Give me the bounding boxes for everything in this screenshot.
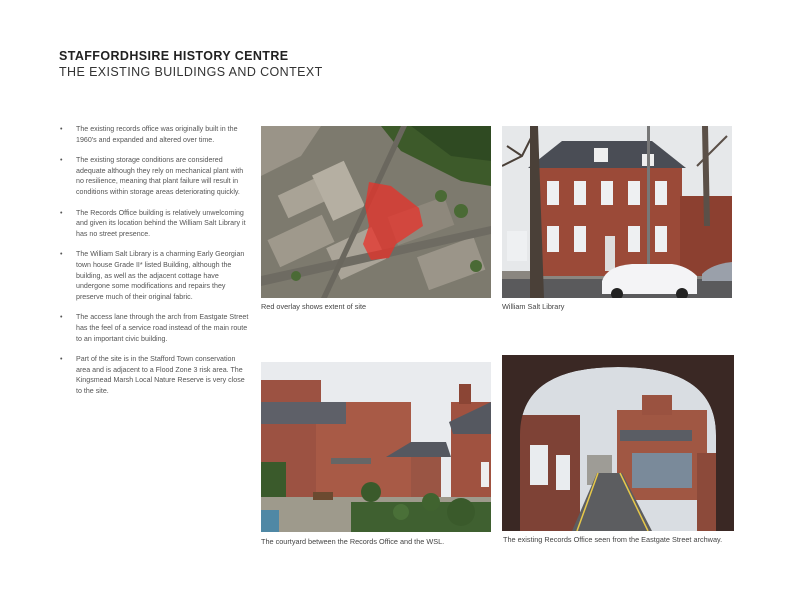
bullet-marker: • [60,125,63,133]
archway-photo [502,355,734,531]
bullet-item [60,354,250,396]
page-title: STAFFORDHSIRE HISTORY CENTRE [59,49,289,63]
aerial-caption: Red overlay shows extent of site [261,302,367,311]
bullet-item [60,155,250,197]
courtyard-photo [261,362,491,532]
bullet-marker: • [60,355,63,364]
bullet-marker: • [60,208,63,217]
bullet-marker: • [60,156,63,165]
page-subtitle: THE EXISTING BUILDINGS AND CONTEXT [59,65,323,79]
aerial-photo [261,126,491,298]
courtyard-caption: The courtyard between the Records Office and the WSL. [261,537,445,546]
bullet-item [60,249,250,302]
library-photo [502,126,732,298]
bullet-marker: • [60,313,63,322]
archway-caption: The existing Records Office seen from the Eastgate Street archway. [503,535,723,544]
bullet-marker: • [60,250,63,259]
bullet-item [60,124,250,145]
bullet-list [60,124,250,406]
bullet-text: The Records Office building is relatively unwelcoming and given its location behind the William Salt Library it has no street presence. [76,208,246,238]
bullet-text: Part of the site is in the Stafford Town conservation area and is adjacent to a Flood Zone 3 risk area. The Kingsmead Marsh Local Nature Reserve is very close to the site. [76,355,245,395]
bullet-text: The existing storage conditions are considered adequate although they rely on mechanical plant with no resilience, meaning that plant failure will result in conditions within storage areas deteriorating quickly. [76,156,244,196]
bullet-text: The existing records office was originally built in the 1960's and expanded and altered over time. [76,125,238,144]
bullet-text: The William Salt Library is a charming Early Georgian town house Grade II* listed Building, although the building, as well as the adjacent cottage have undergone some modifications and repairs they preserve much of their original fabric. [76,250,245,301]
bullet-item [60,208,250,240]
bullet-text: The access lane through the arch from Eastgate Street has the feel of a service road instead of the main route to an important civic building. [76,313,249,343]
library-caption: William Salt Library [502,302,565,311]
bullet-item [60,312,250,344]
